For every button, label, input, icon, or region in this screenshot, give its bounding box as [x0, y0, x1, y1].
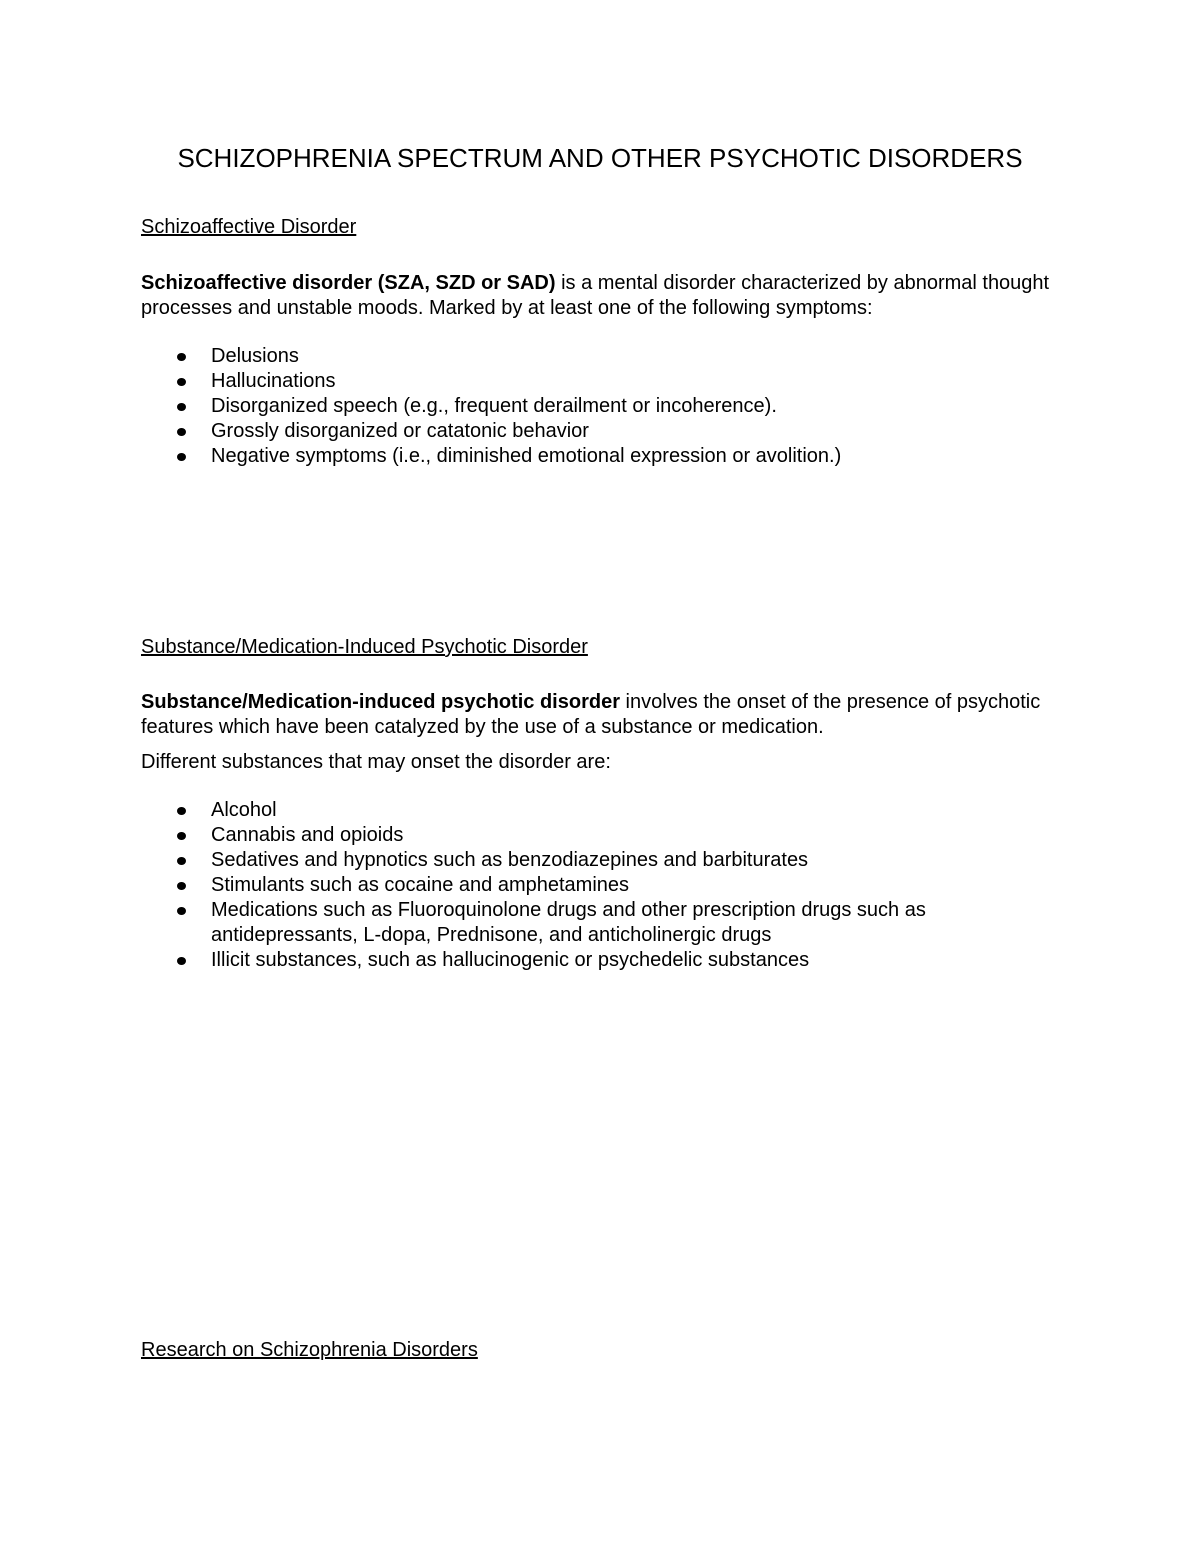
list-item: Hallucinations [141, 369, 1061, 394]
substances-list [141, 798, 1061, 973]
list-item: Medications such as Fluoroquinolone drugs and other prescription drugs such as antidepressants, L-dopa, Prednisone, and anticholinergic drugs [141, 898, 1061, 948]
substances-lead-in: Different substances that may onset the disorder are: [141, 751, 611, 773]
substance-intro [141, 690, 1061, 740]
bullet-icon [177, 882, 186, 890]
list-item: Disorganized speech (e.g., frequent derailment or incoherence). [141, 394, 1061, 419]
bullet-icon [177, 378, 186, 386]
symptoms-list [141, 344, 1061, 469]
list-item: Cannabis and opioids [141, 823, 1061, 848]
bullet-icon [177, 832, 186, 840]
section-heading-schizoaffective: Schizoaffective Disorder [141, 216, 357, 238]
list-item: Grossly disorganized or catatonic behavior [141, 419, 1061, 444]
bullet-icon [177, 807, 186, 815]
bullet-icon [177, 907, 186, 915]
bullet-icon [177, 353, 186, 361]
section-heading-research: Research on Schizophrenia Disorders [141, 1339, 478, 1361]
bullet-icon [177, 428, 186, 436]
schizoaffective-intro [141, 271, 1061, 321]
list-item: Delusions [141, 344, 1061, 369]
bullet-icon [177, 957, 186, 965]
section-heading-substance-induced: Substance/Medication-Induced Psychotic Disorder [141, 636, 588, 658]
bullet-icon [177, 453, 186, 461]
list-item: Illicit substances, such as hallucinogenic or psychedelic substances [141, 948, 1061, 973]
substance-term: Substance/Medication-induced psychotic disorder [141, 691, 620, 713]
list-item: Alcohol [141, 798, 1061, 823]
list-item: Negative symptoms (i.e., diminished emotional expression or avolition.) [141, 444, 1061, 469]
document-title: SCHIZOPHRENIA SPECTRUM AND OTHER PSYCHOTIC DISORDERS [177, 143, 1023, 173]
schizoaffective-description: is a mental disorder characterized by abnormal thought processes and unstable moods. Marked by at least one of the following symptoms: [141, 272, 1050, 319]
substance-description: involves the onset of the presence of psychotic features which have been catalyzed by the use of a substance or medication. [141, 691, 1041, 738]
bullet-icon [177, 857, 186, 865]
bullet-icon [177, 403, 186, 411]
list-item: Stimulants such as cocaine and amphetamines [141, 873, 1061, 898]
list-item: Sedatives and hypnotics such as benzodiazepines and barbiturates [141, 848, 1061, 873]
schizoaffective-term: Schizoaffective disorder (SZA, SZD or SAD) [141, 272, 556, 294]
